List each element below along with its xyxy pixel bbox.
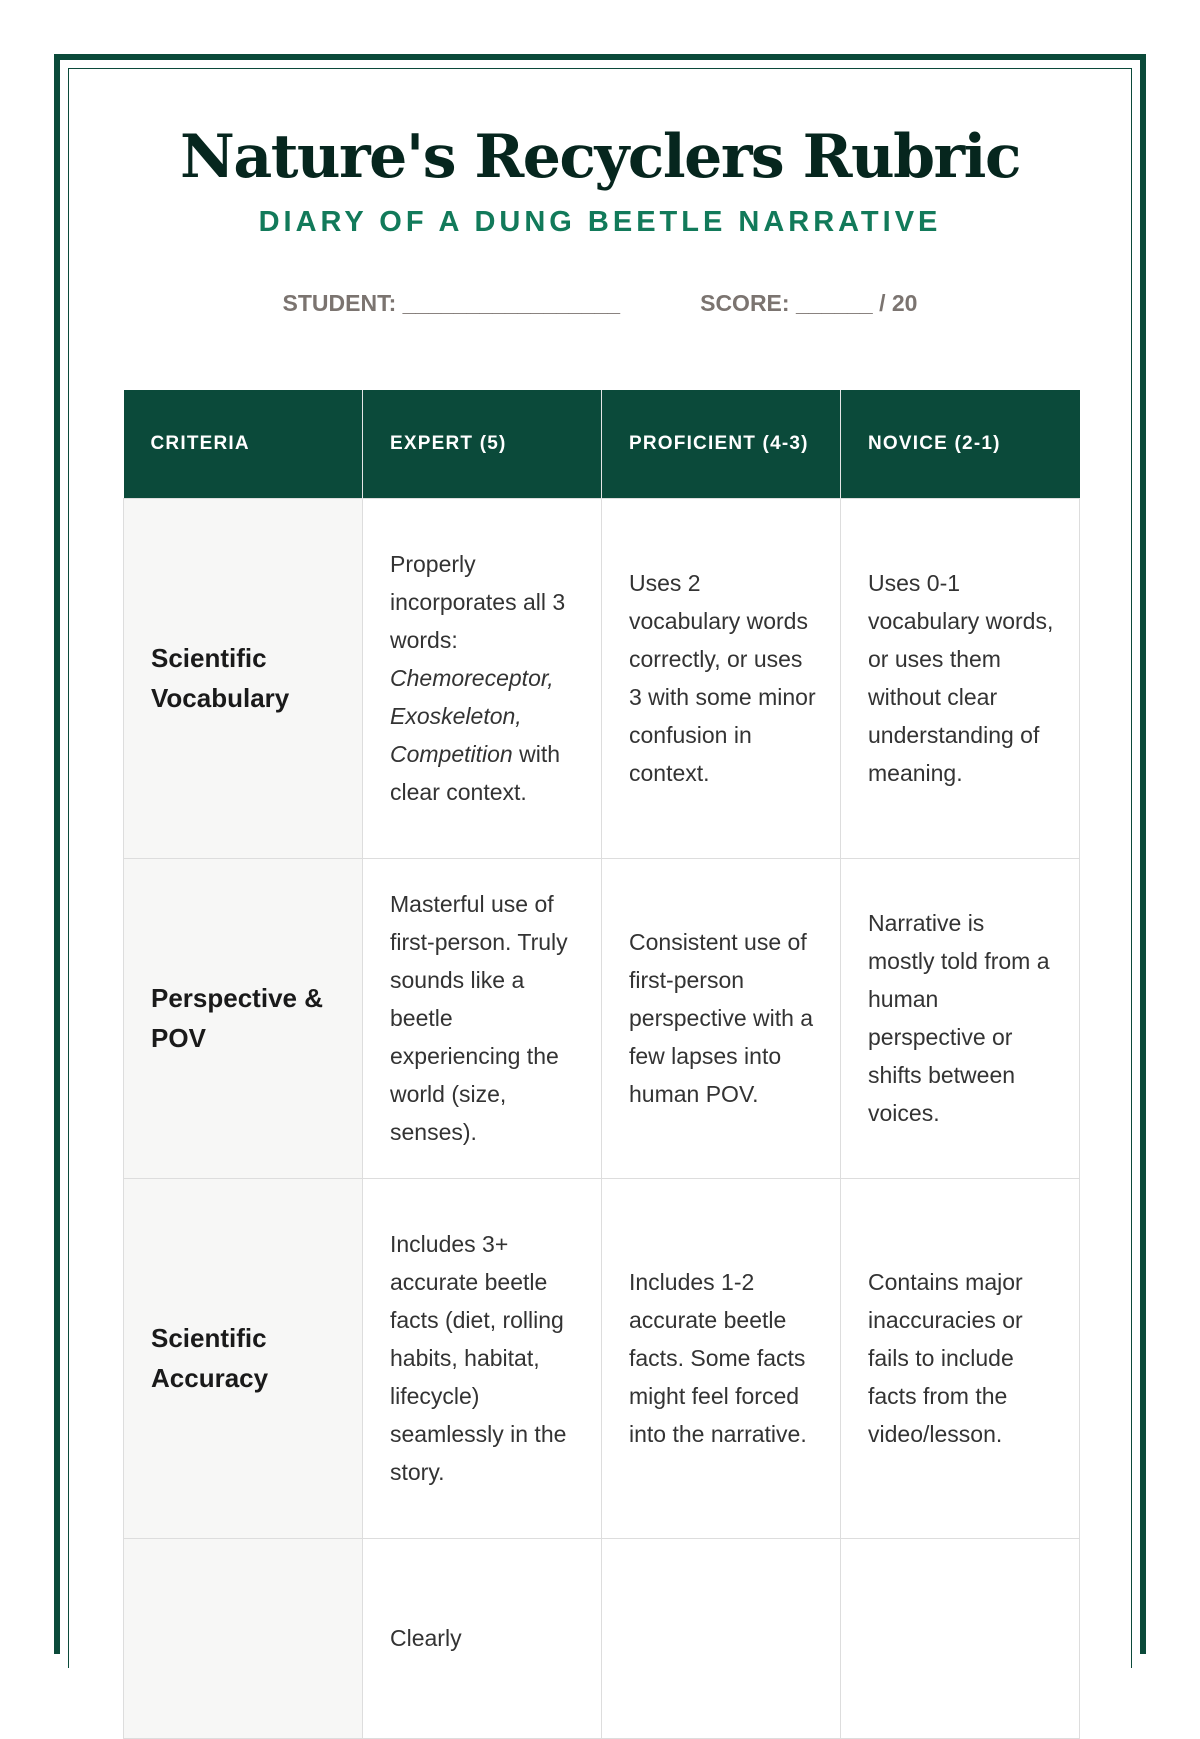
expert-text-pre: Properly incorporates all 3 words:	[390, 551, 566, 653]
novice-cell: Contains major inaccuracies or fails to include facts from the video/lesson.	[841, 1178, 1080, 1538]
column-header-proficient: PROFICIENT (4-3)	[602, 390, 841, 498]
page-subtitle: DIARY OF A DUNG BEETLE NARRATIVE	[258, 206, 942, 238]
proficient-cell: Uses 2 vocabulary words correctly, or uses 3 with some minor confusion in context.	[602, 498, 841, 858]
column-header-expert: EXPERT (5)	[363, 390, 602, 498]
proficient-cell	[602, 1538, 841, 1738]
page-title: Nature's Recyclers Rubric	[180, 122, 1020, 192]
criteria-cell: Perspective & POV	[124, 858, 363, 1178]
table-row	[124, 498, 1080, 858]
table-row	[124, 858, 1080, 1178]
expert-cell	[363, 498, 602, 858]
column-header-criteria: CRITERIA	[124, 390, 363, 498]
vocabulary-terms: Chemoreceptor, Exoskeleton, Competition	[390, 665, 554, 767]
column-header-novice: NOVICE (2-1)	[841, 390, 1080, 498]
proficient-cell: Consistent use of first-person perspective with a few lapses into human POV.	[602, 858, 841, 1178]
criteria-cell	[124, 1538, 363, 1738]
student-info-line	[0, 290, 1200, 317]
rubric-table	[123, 390, 1080, 1739]
table-header-row	[124, 390, 1080, 498]
expert-text-post: with clear context.	[390, 741, 561, 805]
expert-cell: Clearly	[363, 1538, 602, 1738]
table-row	[124, 1178, 1080, 1538]
novice-cell: Narrative is mostly told from a human perspective or shifts between voices.	[841, 858, 1080, 1178]
novice-cell: Uses 0-1 vocabulary words, or uses them without clear understanding of meaning.	[841, 498, 1080, 858]
novice-cell	[841, 1538, 1080, 1738]
score-field: SCORE: ______ / 20	[700, 290, 918, 316]
student-name-field: STUDENT: _________________	[282, 290, 621, 316]
expert-cell: Includes 3+ accurate beetle facts (diet, rolling habits, habitat, lifecycle) seamlessly in the story.	[363, 1178, 602, 1538]
table-row	[124, 1538, 1080, 1738]
criteria-cell: Scientific Vocabulary	[124, 498, 363, 858]
expert-cell: Masterful use of first-person. Truly sounds like a beetle experiencing the world (size, senses).	[363, 858, 602, 1178]
criteria-cell: Scientific Accuracy	[124, 1178, 363, 1538]
proficient-cell: Includes 1-2 accurate beetle facts. Some facts might feel forced into the narrative.	[602, 1178, 841, 1538]
